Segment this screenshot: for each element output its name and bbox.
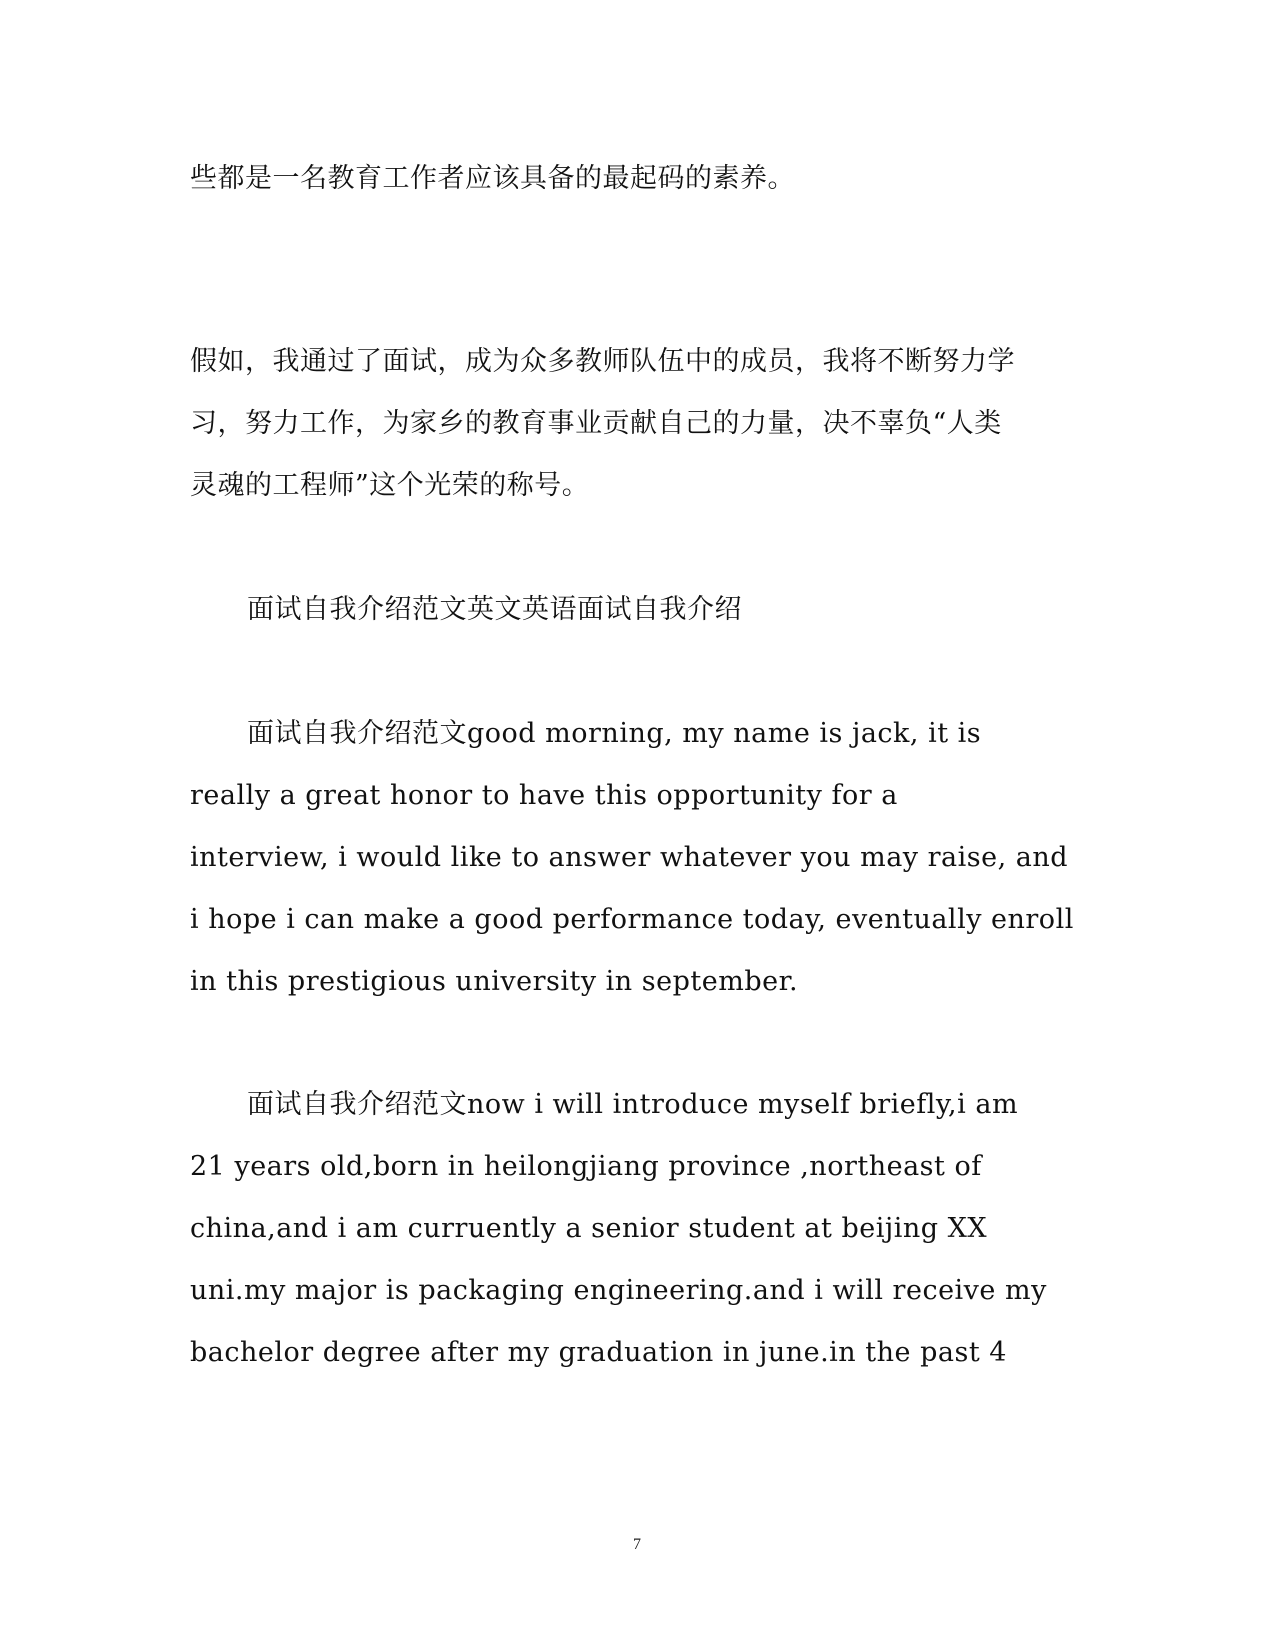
paragraph-4-line-3: interview, i would like to answer whatever you may raise, and — [190, 842, 1069, 873]
paragraph-5-line-3: china,and i am curruently a senior student at beijing XX — [190, 1213, 988, 1244]
paragraph-2-line-2: 习，努力工作，为家乡的教育事业贡献自己的力量，决不辜负“人类 — [190, 408, 1002, 439]
paragraph-5-line-1: 面试自我介绍范文now i will introduce myself briefly,i am — [247, 1089, 1019, 1120]
paragraph-5-line-2: 21 years old,born in heilongjiang province ,northeast of — [190, 1151, 982, 1182]
paragraph-4-line-1: 面试自我介绍范文good morning, my name is jack, it is — [247, 718, 982, 749]
paragraph-4-line-5: in this prestigious university in september. — [190, 966, 799, 997]
section-heading: 面试自我介绍范文英文英语面试自我介绍 — [247, 594, 742, 625]
paragraph-2-line-3: 灵魂的工程师”这个光荣的称号。 — [190, 470, 590, 501]
paragraph-4-line-4: i hope i can make a good performance today, eventually enroll — [190, 904, 1074, 935]
page-number: 7 — [633, 1536, 641, 1553]
paragraph-4-line-2: really a great honor to have this opportunity for a — [190, 780, 898, 811]
paragraph-5-line-5: bachelor degree after my graduation in june.in the past 4 — [190, 1337, 1007, 1368]
paragraph-1-line-1: 些都是一名教育工作者应该具备的最起码的素养。 — [190, 163, 795, 194]
paragraph-2-line-1: 假如，我通过了面试，成为众多教师队伍中的成员，我将不断努力学 — [190, 346, 1015, 377]
paragraph-5-line-4: uni.my major is packaging engineering.and i will receive my — [190, 1275, 1047, 1306]
